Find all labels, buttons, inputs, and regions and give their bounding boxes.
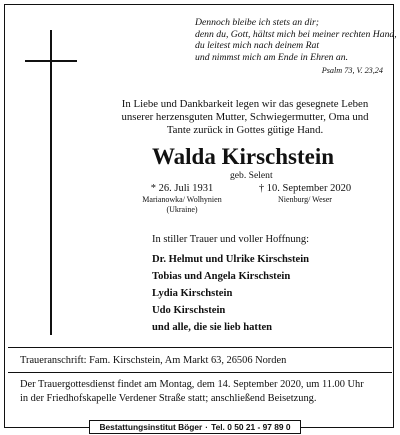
intro-line: In Liebe und Dankbarkeit legen wir das gesegnete Leben [121, 98, 369, 110]
service-line: Der Trauergottesdienst findet am Montag, dem 14. September 2020, um 11.00 Uhr [20, 379, 364, 390]
birth-info [132, 183, 232, 214]
birth-place: Marianowka/ Wolhynien [142, 195, 222, 204]
cross-vertical-beam [50, 30, 52, 335]
psalm-reference: Psalm 73, V. 23,24 [321, 65, 383, 75]
mourner-name: Tobias und Angela Kirschstein [152, 271, 291, 282]
mourner-name: Udo Kirschstein [152, 305, 226, 316]
psalm-line: du leitest mich nach deinem Rat [195, 40, 320, 52]
mourner-name: Dr. Helmut und Ulrike Kirschstein [152, 254, 310, 265]
intro-line: Tante zurück in Gottes gütige Hand. [166, 124, 324, 136]
birth-country: (Ukraine) [166, 204, 198, 214]
intro-line: unserer herzensguten Mutter, Schwiegermutter, Oma und [121, 111, 369, 123]
cross-horizontal-beam [25, 60, 77, 62]
maiden-name: geb. Selent [230, 170, 273, 181]
birth-date: * 26. Juli 1931 [150, 183, 214, 194]
mourning-address: Traueranschrift: Fam. Kirschstein, Am Markt 63, 26506 Norden [20, 355, 287, 366]
mourners-block [152, 234, 392, 336]
funeral-home-footer [89, 420, 301, 434]
funeral-home-name: Bestattungsinstitut Böger [99, 422, 203, 432]
mourner-name: und alle, die sie lieb hatten [152, 322, 273, 333]
psalm-line: Dennoch bleibe ich stets an dir; [195, 17, 320, 28]
psalm-line: denn du, Gott, hältst mich bei meiner rechten Hand, [195, 28, 397, 40]
intro-text [100, 98, 390, 137]
service-info [20, 378, 390, 406]
mourner-name: Lydia Kirschstein [152, 288, 233, 299]
funeral-home-phone: Tel. 0 50 21 - 97 89 0 [211, 422, 291, 432]
death-date: † 10. September 2020 [258, 183, 352, 194]
death-place: Nienburg/ Weser [278, 195, 332, 204]
service-line: in der Friedhofskapelle Verdener Straße statt; anschließend Beisetzung. [20, 393, 317, 404]
footer-separator: · [205, 422, 209, 432]
deceased-name: Walda Kirschstein [151, 144, 335, 169]
psalm-line: und nimmst mich am Ende in Ehren an. [195, 52, 349, 64]
divider [8, 347, 392, 348]
psalm-quote [195, 17, 397, 77]
death-info [250, 183, 360, 205]
divider [8, 372, 392, 373]
mourners-heading: In stiller Trauer und voller Hoffnung: [152, 234, 309, 245]
